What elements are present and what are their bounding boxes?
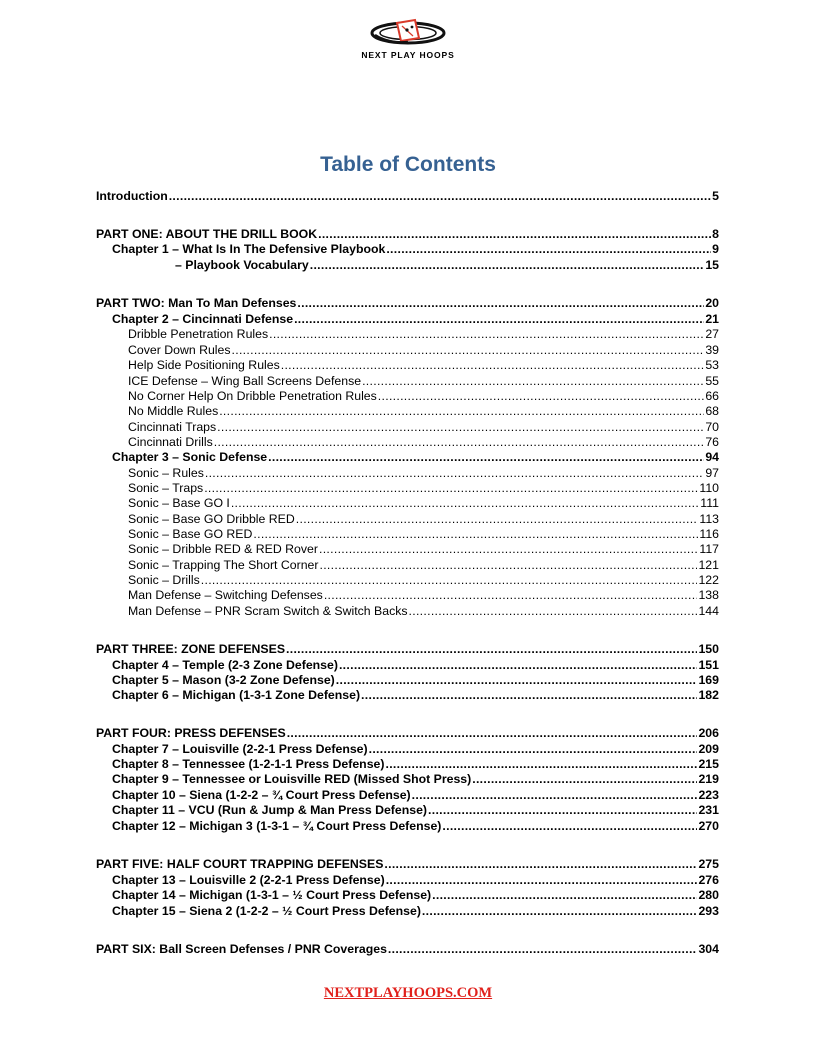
website-link[interactable]: NEXTPLAYHOOPS.COM <box>323 985 493 1001</box>
toc-entry-page: 76 <box>705 435 719 449</box>
toc-entry-label: Chapter 10 – Siena (1-2-2 – ¾ Court Press Defense) <box>112 788 411 802</box>
toc-entry[interactable] <box>112 873 719 888</box>
dot-leader <box>217 420 704 435</box>
toc-entry[interactable] <box>128 527 719 542</box>
toc-entry[interactable] <box>96 857 719 872</box>
toc-entry-page: 209 <box>698 742 719 756</box>
dot-leader <box>297 296 704 311</box>
toc-entry[interactable] <box>128 389 719 404</box>
dot-leader <box>412 788 698 803</box>
toc-entry-page: 215 <box>698 757 719 771</box>
toc-entry[interactable] <box>96 227 719 242</box>
toc-entry-label: Cover Down Rules <box>128 343 231 357</box>
toc-entry[interactable] <box>128 542 719 557</box>
dot-leader <box>432 888 697 903</box>
toc-entry-page: 21 <box>705 312 719 326</box>
toc-entry-page: 219 <box>698 772 719 786</box>
dot-leader <box>385 757 697 772</box>
dot-leader <box>422 904 698 919</box>
toc-entry-page: 121 <box>698 558 719 572</box>
toc-entry[interactable] <box>96 942 719 957</box>
brand-name: NEXT PLAY HOOPS <box>361 50 455 60</box>
toc-entry-page: 169 <box>698 673 719 687</box>
dot-leader <box>318 227 711 242</box>
toc-entry[interactable] <box>128 435 719 450</box>
toc-entry-page: 8 <box>712 227 719 241</box>
toc-entry-page: 122 <box>698 573 719 587</box>
dot-leader <box>369 742 698 757</box>
toc-entry-page: 39 <box>705 343 719 357</box>
toc-entry[interactable] <box>128 466 719 481</box>
toc-entry[interactable] <box>128 573 719 588</box>
toc-entry[interactable] <box>128 604 719 619</box>
dot-leader <box>205 466 704 481</box>
toc-entry-page: 9 <box>712 242 719 256</box>
toc-entry[interactable] <box>128 588 719 603</box>
dot-leader <box>378 389 705 404</box>
toc-entry[interactable] <box>175 258 719 273</box>
dot-leader <box>214 435 705 450</box>
toc-entry-label: Chapter 4 – Temple (2-3 Zone Defense) <box>112 658 338 672</box>
toc-entry-label: – Playbook Vocabulary <box>175 258 309 272</box>
toc-entry-page: 55 <box>705 374 719 388</box>
dot-leader <box>281 358 705 373</box>
dot-leader <box>362 374 704 389</box>
toc-entry[interactable] <box>96 726 719 741</box>
toc-entry-label: No Corner Help On Dribble Penetration Rules <box>128 389 377 403</box>
toc-entry-label: ICE Defense – Wing Ball Screens Defense <box>128 374 362 388</box>
toc-entry-label: PART FOUR: PRESS DEFENSES <box>96 726 286 740</box>
toc-entry-label: Chapter 5 – Mason (3-2 Zone Defense) <box>112 673 335 687</box>
toc-entry-page: 110 <box>699 481 719 495</box>
toc-entry-page: 5 <box>712 189 719 203</box>
toc-entry-page: 70 <box>705 420 719 434</box>
dot-leader <box>386 242 711 257</box>
toc-entry-page: 304 <box>698 942 719 956</box>
toc-entry-page: 275 <box>698 857 719 871</box>
toc-entry-label: Chapter 6 – Michigan (1-3-1 Zone Defense) <box>112 688 361 702</box>
toc-entry-label: Introduction <box>96 189 168 203</box>
dot-leader <box>324 588 698 603</box>
toc-entry[interactable] <box>112 673 719 688</box>
toc-entry-label: Chapter 1 – What Is In The Defensive Playbook <box>112 242 386 256</box>
toc-entry-label: PART SIX: Ball Screen Defenses / PNR Coverages <box>96 942 387 956</box>
toc-entry-page: 138 <box>698 588 719 602</box>
dot-leader <box>287 726 698 741</box>
toc-entry-label: Chapter 9 – Tennessee or Louisville RED (Missed Shot Press) <box>112 772 472 786</box>
toc-entry-label: Chapter 2 – Cincinnati Defense <box>112 312 294 326</box>
dot-leader <box>204 481 698 496</box>
toc-entry-label: Chapter 14 – Michigan (1-3-1 – ½ Court Press Defense) <box>112 888 432 902</box>
toc-entry-label: Sonic – Trapping The Short Corner <box>128 558 319 572</box>
page-title: Table of Contents <box>320 153 496 176</box>
toc-entry-page: 111 <box>700 496 719 510</box>
toc-entry-label: Chapter 11 – VCU (Run & Jump & Man Press Defense) <box>112 803 428 817</box>
dot-leader <box>472 772 697 787</box>
dot-leader <box>296 512 699 527</box>
toc-entry-label: Man Defense – Switching Defenses <box>128 588 323 602</box>
toc-entry[interactable] <box>112 242 719 257</box>
toc-entry[interactable] <box>112 757 719 772</box>
toc-entry-page: 117 <box>699 542 719 556</box>
toc-entry[interactable] <box>112 688 719 703</box>
toc-entry[interactable] <box>128 358 719 373</box>
toc-entry-label: Cincinnati Traps <box>128 420 217 434</box>
toc-entry-label: Help Side Positioning Rules <box>128 358 280 372</box>
toc-entry-page: 182 <box>698 688 719 702</box>
toc-entry-page: 144 <box>698 604 719 618</box>
toc-entry[interactable] <box>96 296 719 311</box>
toc-entry-label: PART TWO: Man To Man Defenses <box>96 296 297 310</box>
toc-entry[interactable] <box>112 742 719 757</box>
dot-leader <box>231 496 699 511</box>
toc-entry[interactable] <box>96 642 719 657</box>
toc-entry-page: 280 <box>698 888 719 902</box>
dot-leader <box>336 673 698 688</box>
toc-entry-label: Dribble Penetration Rules <box>128 327 269 341</box>
toc-entry-label: Chapter 13 – Louisville 2 (2-2-1 Press Defense) <box>112 873 385 887</box>
toc-entry-label: Man Defense – PNR Scram Switch & Switch Backs <box>128 604 408 618</box>
toc-entry-label: Chapter 12 – Michigan 3 (1-3-1 – ¾ Court Press Defense) <box>112 819 442 833</box>
dot-leader <box>268 450 704 465</box>
toc-entry-page: 150 <box>698 642 719 656</box>
toc-entry-page: 276 <box>698 873 719 887</box>
toc-entry-label: Sonic – Dribble RED & RED Rover <box>128 542 318 556</box>
dot-leader <box>310 258 705 273</box>
toc-entry[interactable] <box>96 189 719 204</box>
toc-entry-page: 68 <box>705 404 719 418</box>
toc-entry-page: 94 <box>705 450 719 464</box>
toc-entry-page: 113 <box>699 512 719 526</box>
toc-entry[interactable] <box>128 374 719 389</box>
dot-leader <box>384 857 697 872</box>
dot-leader <box>294 312 704 327</box>
toc-entry[interactable] <box>112 904 719 919</box>
dot-leader <box>409 604 698 619</box>
dot-leader <box>442 819 697 834</box>
toc-entry-label: Sonic – Base GO I <box>128 496 230 510</box>
dot-leader <box>219 404 704 419</box>
toc-entry-label: Sonic – Drills <box>128 573 200 587</box>
dot-leader <box>386 873 698 888</box>
toc-entry-page: 53 <box>705 358 719 372</box>
toc-entry-label: Sonic – Base GO Dribble RED <box>128 512 295 526</box>
toc-entry-label: PART THREE: ZONE DEFENSES <box>96 642 286 656</box>
toc-entry-label: Chapter 15 – Siena 2 (1-2-2 – ½ Court Press Defense) <box>112 904 421 918</box>
dot-leader <box>169 189 711 204</box>
toc-entry[interactable] <box>112 312 719 327</box>
toc-entry-page: 206 <box>698 726 719 740</box>
toc-entry-label: Cincinnati Drills <box>128 435 213 449</box>
toc-entry[interactable] <box>128 512 719 527</box>
toc-entry-page: 20 <box>705 296 719 310</box>
toc-entry[interactable] <box>112 819 719 834</box>
toc-entry[interactable] <box>128 343 719 358</box>
toc-entry[interactable] <box>128 404 719 419</box>
toc-entry-page: 15 <box>705 258 719 272</box>
dot-leader <box>339 658 698 673</box>
toc-entry[interactable] <box>128 496 719 511</box>
toc-entry[interactable] <box>128 327 719 342</box>
toc-entry-label: Chapter 7 – Louisville (2-2-1 Press Defense) <box>112 742 368 756</box>
toc-entry-page: 293 <box>698 904 719 918</box>
toc-entry[interactable] <box>112 788 719 803</box>
toc-entry-page: 66 <box>705 389 719 403</box>
toc-entry-label: No Middle Rules <box>128 404 219 418</box>
toc-entry-page: 270 <box>698 819 719 833</box>
toc-entry[interactable] <box>112 450 719 465</box>
dot-leader <box>428 803 697 818</box>
toc-entry[interactable] <box>128 481 719 496</box>
toc-entry-label: Sonic – Rules <box>128 466 204 480</box>
toc-entry-label: PART ONE: ABOUT THE DRILL BOOK <box>96 227 318 241</box>
toc-entry-page: 116 <box>699 527 719 541</box>
toc-entry[interactable] <box>112 888 719 903</box>
toc-entry[interactable] <box>128 558 719 573</box>
toc-entry[interactable] <box>128 420 719 435</box>
dot-leader <box>388 942 698 957</box>
toc-entry-label: Chapter 8 – Tennessee (1-2-1-1 Press Defense) <box>112 757 385 771</box>
toc-entry-page: 231 <box>698 803 719 817</box>
dot-leader <box>319 558 697 573</box>
dot-leader <box>319 542 698 557</box>
dot-leader <box>253 527 698 542</box>
dot-leader <box>201 573 698 588</box>
toc-entry-page: 27 <box>705 327 719 341</box>
toc-entry[interactable] <box>112 803 719 818</box>
toc-entry[interactable] <box>112 772 719 787</box>
dot-leader <box>286 642 697 657</box>
toc-entry-page: 97 <box>705 466 719 480</box>
toc-entry-label: PART FIVE: HALF COURT TRAPPING DEFENSES <box>96 857 384 871</box>
dot-leader <box>232 343 705 358</box>
toc-entry-label: Sonic – Base GO RED <box>128 527 253 541</box>
toc-entry-page: 223 <box>698 788 719 802</box>
dot-leader <box>269 327 704 342</box>
toc-entry-label: Sonic – Traps <box>128 481 204 495</box>
toc-entry-page: 151 <box>698 658 719 672</box>
toc-entry[interactable] <box>112 658 719 673</box>
toc-entry-label: Chapter 3 – Sonic Defense <box>112 450 268 464</box>
dot-leader <box>361 688 697 703</box>
